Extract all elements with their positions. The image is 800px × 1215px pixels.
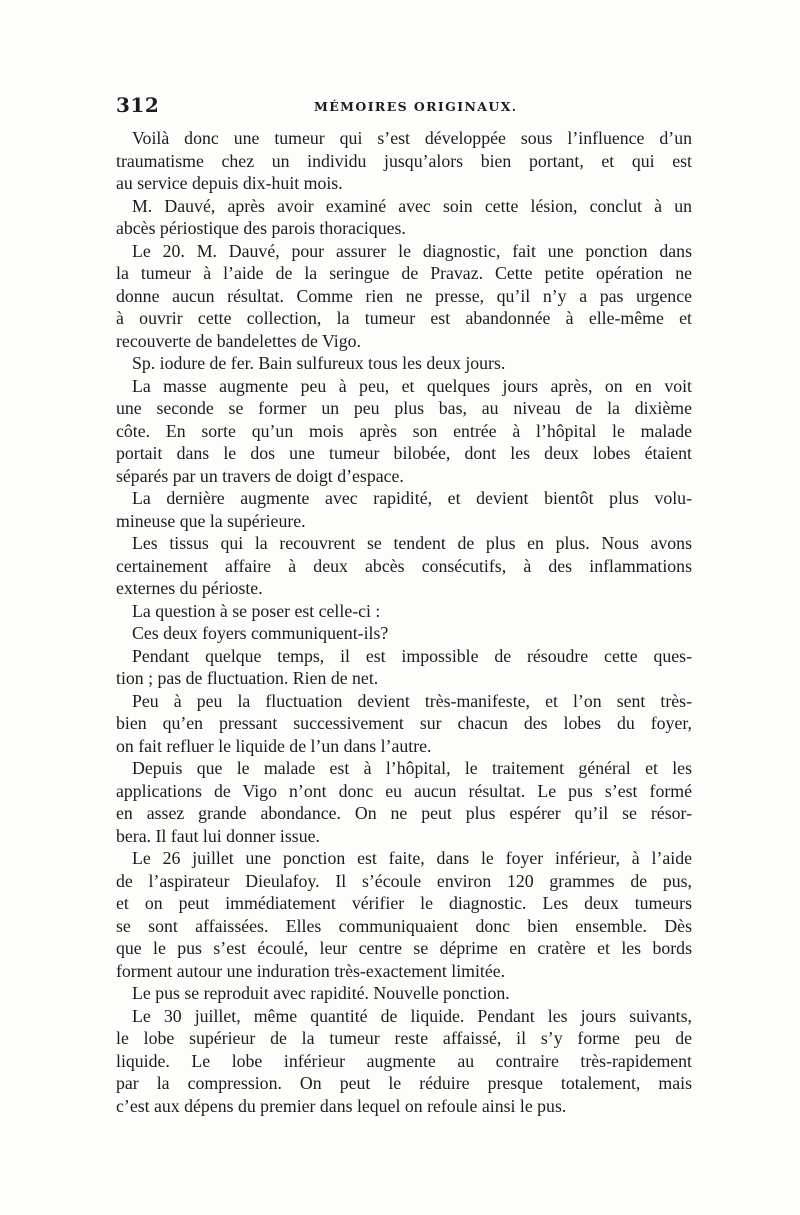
running-title: MÉMOIRES ORIGINAUX. [314, 99, 518, 114]
text-line: applications de Vigo n’ont donc eu aucun résultat. Le pus s’est formé [116, 780, 692, 801]
text-line: Le 20. M. Dauvé, pour assurer le diagnostic, fait une ponction dans [132, 240, 692, 261]
text-line: séparés par un travers de doigt d’espace. [116, 465, 404, 486]
text-line: abcès périostique des parois thoraciques. [116, 218, 406, 238]
text-line: Sp. iodure de fer. Bain sulfureux tous les deux jours. [132, 353, 506, 373]
text-line: traumatisme chez un individu jusqu’alors bien portant, et qui est [116, 150, 692, 171]
text-line: Voilà donc une tumeur qui s’est développée sous l’influence d’un [132, 128, 692, 148]
text-line: Le pus se reproduit avec rapidité. Nouvelle ponction. [132, 983, 510, 1003]
text-line: Le 26 juillet une ponction est faite, dans le foyer inférieur, à l’aide [132, 848, 692, 868]
text-line: c’est aux dépens du premier dans lequel on refoule ainsi le pus. [116, 1095, 567, 1116]
text-line: forment autour une induration très-exactement limitée. [116, 960, 506, 981]
text-line: en assez grande abondance. On ne peut plus espérer qu’il se résor- [116, 803, 692, 823]
body-text [116, 127, 692, 1117]
text-line: au service depuis dix-huit mois. [116, 173, 343, 193]
text-line: M. Dauvé, après avoir examiné avec soin cette lésion, conclut à un [132, 195, 692, 216]
text-line: tion ; pas de fluctuation. Rien de net. [116, 668, 379, 688]
text-line: Le 30 juillet, même quantité de liquide. Pendant les jours suivants, [132, 1005, 692, 1026]
running-head [116, 93, 696, 123]
text-line: se sont affaissées. Elles communiquaient donc bien ensemble. Dès [116, 915, 692, 936]
page-number: 312 [116, 93, 160, 117]
text-line: bien qu’en pressant successivement sur chacun des lobes du foyer, [116, 713, 692, 733]
text-line: La masse augmente peu à peu, et quelques jours après, on en voit [132, 375, 692, 396]
text-line: donne aucun résultat. Comme rien ne presse, qu’il n’y a pas urgence [116, 285, 692, 306]
text-line: recouverte de bandelettes de Vigo. [116, 330, 361, 351]
text-line: portait dans le dos une tumeur bilobée, dont les deux lobes étaient [116, 443, 692, 463]
text-line: à ouvrir cette collection, la tumeur est abandonnée à elle-même et [116, 308, 692, 328]
text-line: de l’aspirateur Dieulafoy. Il s’écoule environ 120 grammes de pus, [116, 870, 692, 891]
text-line: La dernière augmente avec rapidité, et devient bientôt plus volu- [132, 488, 692, 508]
text-line: la tumeur à l’aide de la seringue de Pravaz. Cette petite opération ne [116, 263, 692, 283]
text-line: et on peut immédiatement vérifier le diagnostic. Les deux tumeurs [116, 893, 692, 913]
text-line: Pendant quelque temps, il est impossible de résoudre cette ques- [132, 645, 692, 666]
text-line: côte. En sorte qu’un mois après son entrée à l’hôpital le malade [116, 420, 692, 441]
text-line: La question à se poser est celle-ci : [132, 600, 381, 621]
text-line: on fait refluer le liquide de l’un dans l’autre. [116, 735, 432, 756]
text-line: que le pus s’est écoulé, leur centre se déprime en cratère et les bords [116, 938, 692, 958]
text-line: externes du périoste. [116, 578, 263, 598]
text-line: une seconde se former un peu plus bas, au niveau de la dixième [116, 398, 692, 418]
text-line: Ces deux foyers communiquent-ils? [132, 623, 389, 643]
text-line: Depuis que le malade est à l’hôpital, le traitement général et les [132, 758, 692, 778]
text-line: liquide. Le lobe inférieur augmente au contraire très-rapidement [116, 1050, 692, 1071]
text-line: le lobe supérieur de la tumeur reste affaissé, il s’y forme peu de [116, 1028, 692, 1048]
text-line: par la compression. On peut le réduire presque totalement, mais [116, 1073, 692, 1093]
text-line: certainement affaire à deux abcès consécutifs, à des inflammations [116, 555, 692, 576]
text-line: bera. Il faut lui donner issue. [116, 825, 320, 846]
text-line: mineuse que la supérieure. [116, 510, 306, 531]
text-line: Peu à peu la fluctuation devient très-manifeste, et l’on sent très- [132, 690, 692, 711]
text-line: Les tissus qui la recouvrent se tendent de plus en plus. Nous avons [132, 533, 692, 553]
